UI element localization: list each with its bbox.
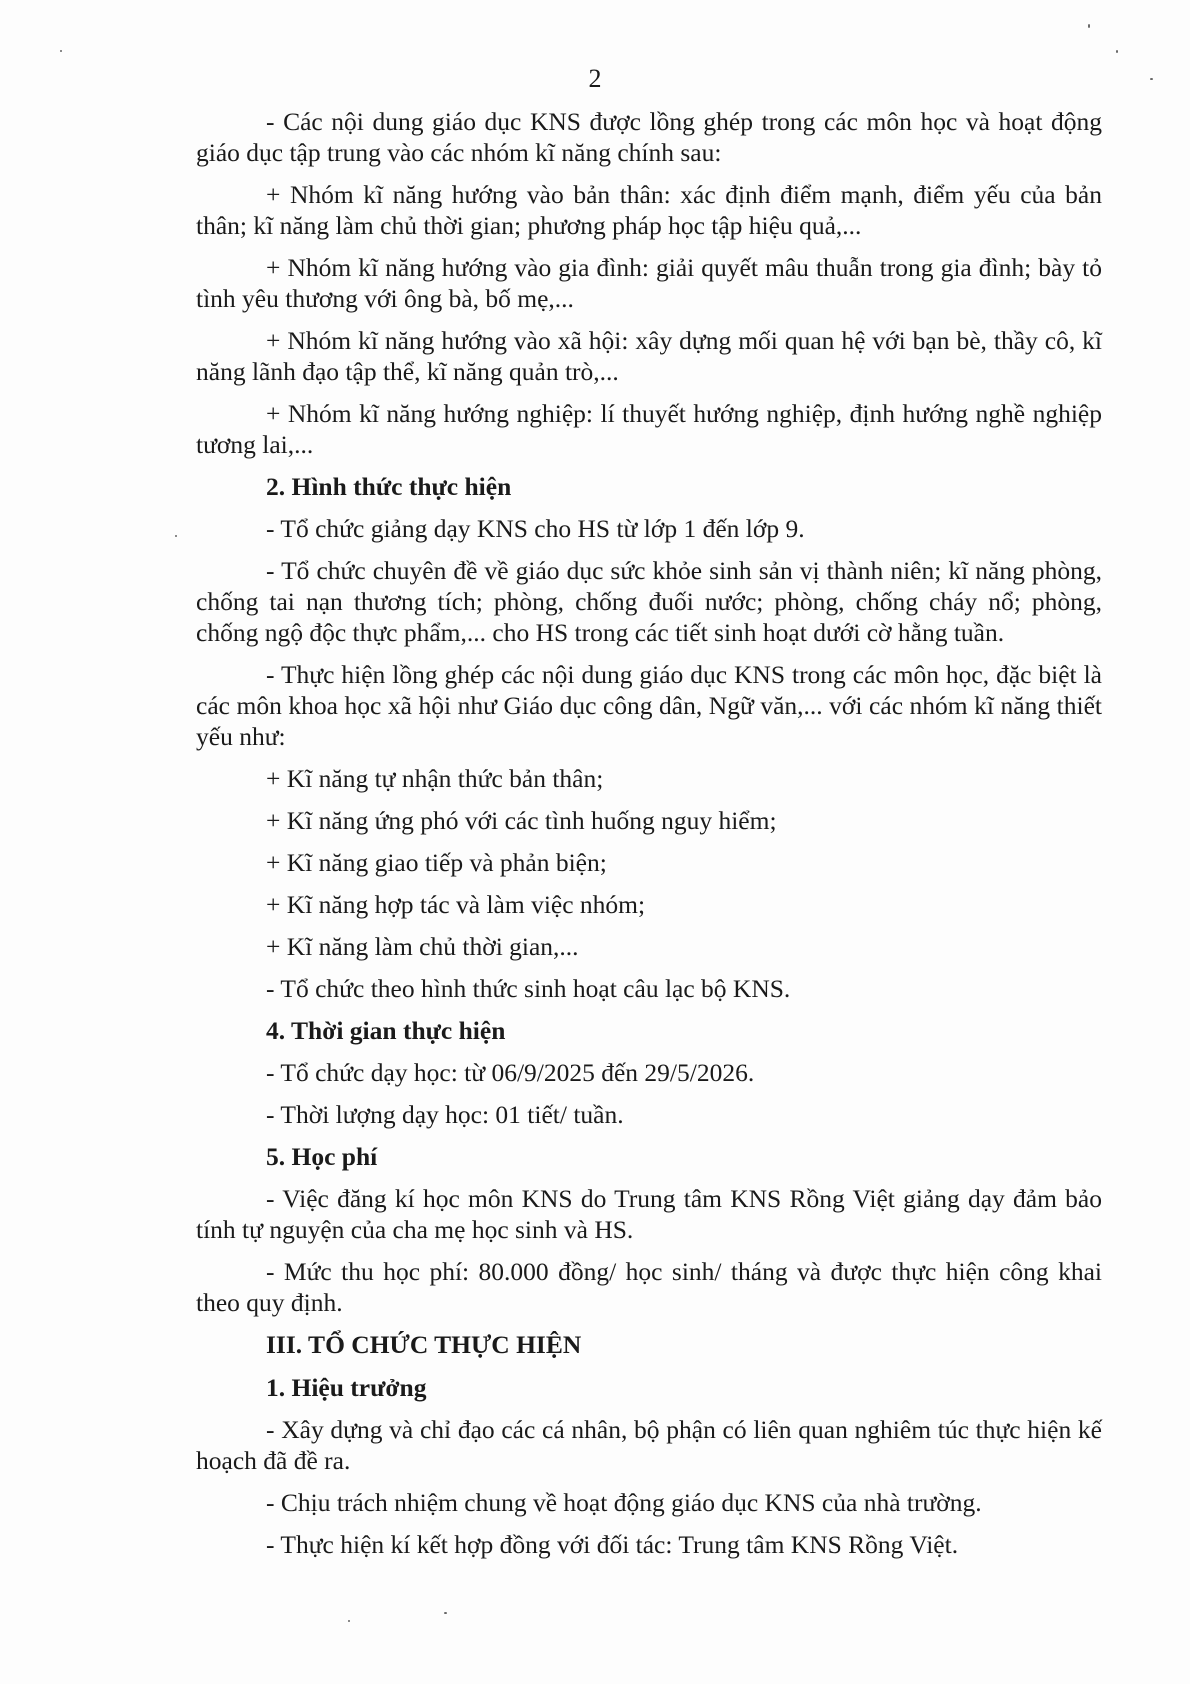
scan-speck	[60, 50, 62, 52]
list-item: + Kĩ năng hợp tác và làm việc nhóm;	[266, 890, 646, 919]
sub-paragraph: + Nhóm kĩ năng hướng vào gia đình: giải quyết mâu thuẫn trong gia đình; bày tỏ tình yêu thương với ông bà, bố mẹ,...	[196, 253, 1102, 313]
list-item: + Kĩ năng làm chủ thời gian,...	[266, 932, 579, 961]
paragraph: - Xây dựng và chỉ đạo các cá nhân, bộ phận có liên quan nghiêm túc thực hiện kế hoạch đã đề ra.	[196, 1415, 1102, 1475]
sub-paragraph: + Nhóm kĩ năng hướng vào xã hội: xây dựng mối quan hệ với bạn bè, thầy cô, kĩ năng lãnh đạo tập thể, kĩ năng quản trò,...	[196, 326, 1102, 386]
list-item: + Kĩ năng tự nhận thức bản thân;	[266, 764, 604, 793]
paragraph: - Việc đăng kí học môn KNS do Trung tâm KNS Rồng Việt giảng dạy đảm bảo tính tự nguyện của cha mẹ học sinh và HS.	[196, 1184, 1102, 1244]
scan-speck	[348, 1620, 350, 1622]
paragraph: - Mức thu học phí: 80.000 đồng/ học sinh/ tháng và được thực hiện công khai theo quy định.	[196, 1257, 1102, 1317]
list-item: + Kĩ năng giao tiếp và phản biện;	[266, 848, 607, 877]
paragraph: - Thời lượng dạy học: 01 tiết/ tuần.	[266, 1100, 624, 1129]
scan-speck	[1116, 50, 1118, 53]
page-number: 2	[588, 64, 602, 93]
list-item: + Kĩ năng ứng phó với các tình huống nguy hiểm;	[266, 806, 777, 835]
section-heading: 5. Học phí	[266, 1142, 378, 1171]
scan-speck	[1150, 78, 1153, 80]
paragraph: - Thực hiện kí kết hợp đồng với đối tác: Trung tâm KNS Rồng Việt.	[266, 1530, 959, 1559]
sub-paragraph: + Nhóm kĩ năng hướng nghiệp: lí thuyết hướng nghiệp, định hướng nghề nghiệp tương lai,...	[196, 399, 1102, 459]
paragraph: - Tổ chức dạy học: từ 06/9/2025 đến 29/5/2026.	[266, 1058, 755, 1087]
document-body	[196, 106, 1102, 1571]
scan-speck	[444, 1612, 447, 1614]
scan-speck	[175, 535, 177, 537]
section-heading: 2. Hình thức thực hiện	[266, 472, 512, 501]
scan-speck	[1088, 24, 1090, 28]
paragraph: - Chịu trách nhiệm chung về hoạt động giáo dục KNS của nhà trường.	[266, 1488, 982, 1517]
paragraph: - Thực hiện lồng ghép các nội dung giáo dục KNS trong các môn học, đặc biệt là các môn khoa học xã hội như Giáo dục công dân, Ngữ văn,... với các nhóm kĩ năng thiết yếu như:	[196, 660, 1102, 751]
section-heading: III. TỔ CHỨC THỰC HIỆN	[266, 1330, 582, 1359]
section-heading: 1. Hiệu trưởng	[266, 1373, 427, 1402]
paragraph: - Tổ chức chuyên đề về giáo dục sức khỏe sinh sản vị thành niên; kĩ năng phòng, chống tai nạn thương tích; phòng, chống đuối nước; phòng, chống cháy nổ; phòng, chống ngộ độc thực phẩm,... cho HS trong các tiết sinh hoạt dưới cờ hằng tuần.	[196, 556, 1102, 647]
paragraph: - Tổ chức theo hình thức sinh hoạt câu lạc bộ KNS.	[266, 974, 791, 1003]
sub-paragraph: + Nhóm kĩ năng hướng vào bản thân: xác định điểm mạnh, điểm yếu của bản thân; kĩ năng làm chủ thời gian; phương pháp học tập hiệu quả,...	[196, 180, 1102, 240]
paragraph: - Các nội dung giáo dục KNS được lồng ghép trong các môn học và hoạt động giáo dục tập trung vào các nhóm kĩ năng chính sau:	[196, 107, 1102, 167]
section-heading: 4. Thời gian thực hiện	[266, 1016, 506, 1045]
paragraph: - Tổ chức giảng dạy KNS cho HS từ lớp 1 đến lớp 9.	[266, 514, 805, 543]
